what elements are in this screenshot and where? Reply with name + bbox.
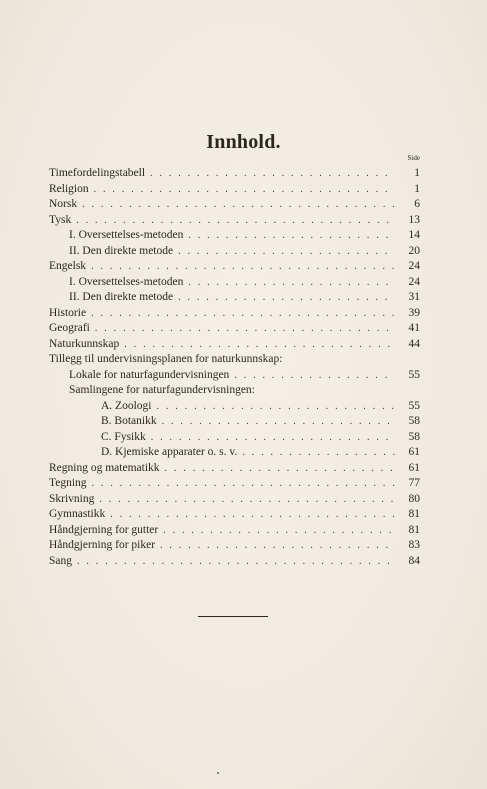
dot-leader bbox=[188, 275, 395, 291]
toc-entry-page: 58 bbox=[408, 415, 420, 427]
toc-entry-page: 55 bbox=[408, 368, 420, 381]
toc-entry-label: II. Den direkte metode bbox=[69, 291, 174, 303]
toc-entry-label: Gymnastikk bbox=[49, 508, 106, 520]
toc-entry bbox=[49, 414, 420, 430]
dot-leader bbox=[156, 399, 395, 415]
toc-entry bbox=[49, 290, 420, 306]
dot-leader bbox=[160, 538, 395, 554]
toc-entry-label: Timefordelingstabell bbox=[49, 167, 146, 179]
toc-entry bbox=[49, 445, 420, 461]
page-column-header: Side bbox=[407, 154, 420, 162]
toc-entry bbox=[49, 368, 420, 384]
toc-entry-page: 58 bbox=[408, 430, 420, 443]
divider-rule bbox=[198, 616, 268, 617]
toc-entry-page: 81 bbox=[408, 508, 420, 520]
dot-leader bbox=[124, 337, 395, 353]
toc-entry-label: I. Oversettelses-metoden bbox=[69, 275, 184, 288]
toc-entry bbox=[49, 523, 420, 539]
page-title: Innhold. bbox=[206, 131, 281, 153]
toc-entry-label: B. Botanikk bbox=[101, 415, 157, 427]
toc-entry-page: 55 bbox=[408, 399, 420, 412]
toc-entry-label: D. Kjemiske apparater o. s. v. bbox=[101, 446, 238, 458]
dot-leader bbox=[77, 554, 395, 570]
toc-entry-page: 84 bbox=[408, 554, 420, 567]
toc-entry-label: I. Oversettelses-metoden bbox=[69, 229, 184, 241]
toc-entry bbox=[49, 182, 420, 198]
dot-leader bbox=[163, 523, 395, 539]
toc-entry-page: 24 bbox=[408, 260, 420, 272]
toc-entry-label: Regning og matematikk bbox=[49, 461, 160, 474]
toc-entry-page: 61 bbox=[408, 446, 420, 458]
toc-entry-page: 1 bbox=[414, 167, 420, 179]
toc-entry-page: 44 bbox=[408, 337, 420, 350]
dot-leader bbox=[151, 430, 395, 446]
toc-entry-page: 24 bbox=[408, 275, 420, 288]
toc-entry bbox=[49, 430, 420, 446]
toc-entry-page: 80 bbox=[408, 492, 420, 505]
toc-entry-label: Skrivning bbox=[49, 492, 95, 505]
dot-leader bbox=[82, 197, 395, 213]
toc-entry-page: 1 bbox=[414, 182, 420, 195]
toc-entry-page: 20 bbox=[408, 244, 420, 257]
toc-entry-label: Tysk bbox=[49, 213, 72, 226]
dot-leader bbox=[178, 290, 395, 306]
dot-leader bbox=[91, 306, 395, 322]
toc-entry-label: Geografi bbox=[49, 322, 90, 334]
toc-entry-page: 31 bbox=[408, 291, 420, 303]
dot-leader bbox=[94, 182, 395, 198]
toc-entry-label: II. Den direkte metode bbox=[69, 244, 174, 257]
table-of-contents bbox=[49, 166, 420, 569]
dot-leader bbox=[162, 414, 395, 430]
toc-entry-page: 81 bbox=[408, 523, 420, 536]
dot-leader bbox=[242, 445, 395, 461]
toc-entry bbox=[49, 476, 420, 492]
toc-entry-label: Naturkunnskap bbox=[49, 337, 120, 350]
dot-leader bbox=[92, 476, 395, 492]
toc-entry bbox=[49, 461, 420, 477]
toc-entry bbox=[49, 275, 420, 291]
toc-entry bbox=[49, 507, 420, 523]
toc-entry bbox=[49, 321, 420, 337]
dot-leader bbox=[91, 259, 395, 275]
toc-entry-page: 77 bbox=[408, 477, 420, 489]
dot-leader bbox=[234, 368, 395, 384]
toc-entry-page: 61 bbox=[408, 461, 420, 474]
dot-leader bbox=[95, 321, 395, 337]
toc-entry-page: 39 bbox=[408, 306, 420, 319]
toc-entry-page: 6 bbox=[414, 198, 420, 210]
toc-entry-label: Samlingene for naturfagundervisningen: bbox=[69, 384, 255, 396]
toc-entry bbox=[49, 337, 420, 353]
toc-entry-label: A. Zoologi bbox=[101, 399, 152, 412]
toc-entry-label: Engelsk bbox=[49, 260, 87, 272]
toc-entry bbox=[49, 244, 420, 260]
toc-entry-label: Sang bbox=[49, 554, 72, 567]
toc-entry-label: Håndgjerning for gutter bbox=[49, 523, 159, 536]
toc-entry-page: 14 bbox=[408, 229, 420, 241]
toc-entry bbox=[49, 492, 420, 508]
toc-entry-label: Norsk bbox=[49, 198, 78, 210]
dot-leader bbox=[76, 213, 395, 229]
toc-entry-label: Tegning bbox=[49, 477, 87, 489]
toc-entry bbox=[49, 383, 420, 399]
toc-entry-label: Tillegg til undervisningsplanen for naturkunnskap: bbox=[49, 353, 283, 365]
dot-leader bbox=[99, 492, 395, 508]
toc-entry bbox=[49, 538, 420, 554]
toc-entry bbox=[49, 213, 420, 229]
toc-entry bbox=[49, 352, 420, 368]
toc-entry-page: 83 bbox=[408, 539, 420, 551]
toc-entry bbox=[49, 399, 420, 415]
toc-entry-page: 13 bbox=[408, 213, 420, 226]
toc-entry-label: Historie bbox=[49, 306, 87, 319]
toc-entry bbox=[49, 166, 420, 182]
dot-leader bbox=[110, 507, 395, 523]
toc-entry-label: Lokale for naturfagundervisningen bbox=[69, 368, 230, 381]
toc-entry-label: Håndgjerning for piker bbox=[49, 539, 156, 551]
toc-entry-label: C. Fysikk bbox=[101, 430, 146, 443]
dot-leader bbox=[188, 228, 395, 244]
dot-leader bbox=[178, 244, 395, 260]
toc-entry bbox=[49, 259, 420, 275]
paper-speck bbox=[217, 772, 219, 774]
toc-entry bbox=[49, 228, 420, 244]
toc-entry bbox=[49, 306, 420, 322]
dot-leader bbox=[150, 166, 395, 182]
dot-leader bbox=[165, 461, 395, 477]
toc-entry-page: 41 bbox=[408, 322, 420, 334]
toc-entry bbox=[49, 197, 420, 213]
toc-entry-label: Religion bbox=[49, 182, 89, 195]
toc-entry bbox=[49, 554, 420, 570]
